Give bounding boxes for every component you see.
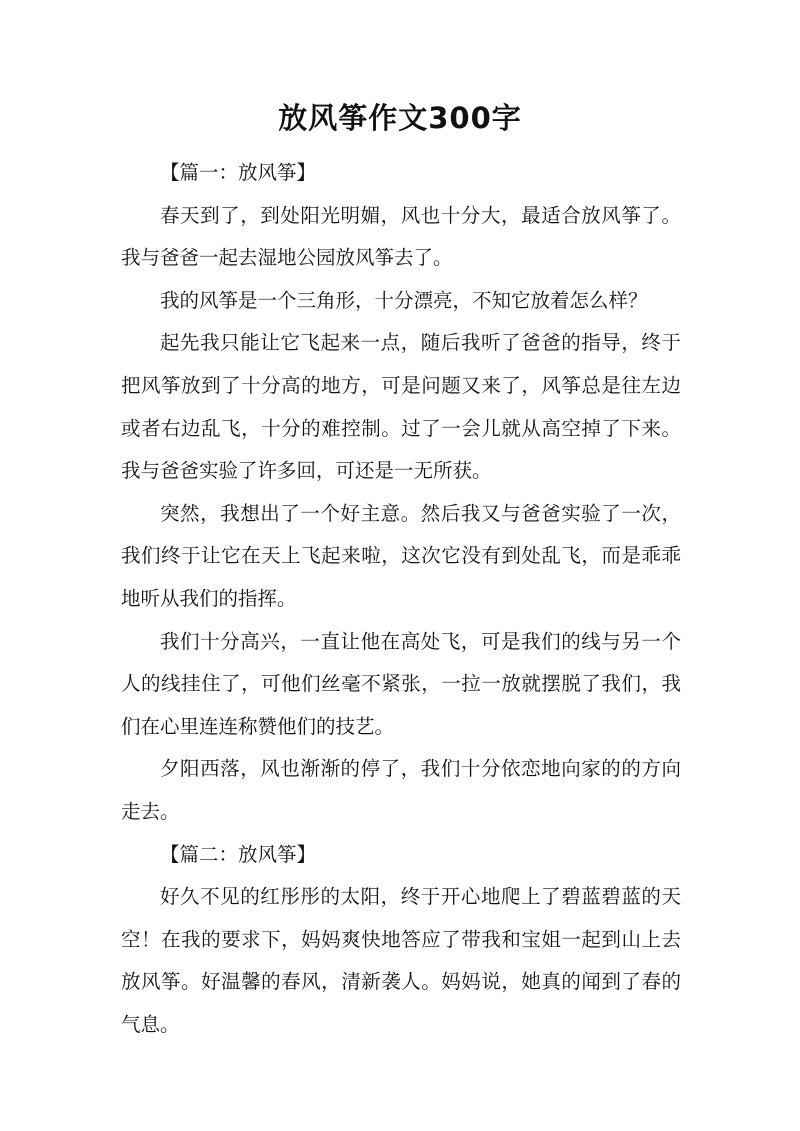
document-body (121, 152, 681, 1046)
paragraph: 夕阳西落，风也渐渐的停了，我们十分依恋地向家的的方向走去。 (121, 757, 681, 823)
paragraph: 我们十分高兴，一直让他在高处飞，可是我们的线与另一个人的线挂住了，可他们丝毫不紧张，一拉一放就摆脱了我们，我们在心里连连称赞他们的技艺。 (121, 629, 681, 738)
document-title: 放风筝作文300字 (278, 101, 522, 135)
section-heading: 【篇二：放风筝】 (160, 842, 317, 866)
section-heading: 【篇一：放风筝】 (160, 161, 317, 184)
paragraph: 我的风筝是一个三角形，十分漂亮，不知它放着怎么样？ (160, 288, 648, 312)
paragraph: 春天到了，到处阳光明媚，风也十分大，最适合放风筝了。我与爸爸一起去湿地公园放风筝去了。 (121, 203, 681, 270)
paragraph: 突然，我想出了一个好主意。然后我又与爸爸实验了一次，我们终于让它在天上飞起来啦，这次它没有到处乱飞，而是乖乖地听从我们的指挥。 (121, 501, 681, 610)
paragraph: 起先我只能让它飞起来一点，随后我听了爸爸的指导，终于把风筝放到了十分高的地方，可是问题又来了，风筝总是往左边或者右边乱飞，十分的难控制。过了一会儿就从高空掉了下来。我与爸爸实验了许多回，可还是一无所获。 (121, 331, 681, 483)
paragraph: 好久不见的红彤彤的太阳，终于开心地爬上了碧蓝碧蓝的天空！在我的要求下，妈妈爽快地答应了带我和宝姐一起到山上去放风筝。好温馨的春风，清新袭人。妈妈说，她真的闻到了春的气息。 (121, 885, 681, 1036)
